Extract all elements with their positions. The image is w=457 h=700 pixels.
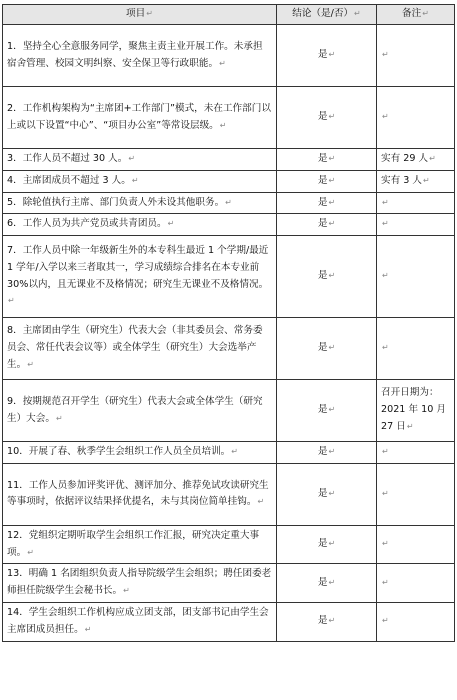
remark-cell: ↵ xyxy=(377,87,455,149)
remark-cell: ↵ xyxy=(377,192,455,214)
remark-cell: ↵ xyxy=(377,25,455,87)
conclusion-cell: 是↵ xyxy=(277,214,377,236)
table-row xyxy=(3,318,455,380)
conclusion-cell: 是↵ xyxy=(277,442,377,464)
item-cell: 2．工作机构架构为“主席团+工作部门”模式，未在工作部门以上或以下设置“中心”、“项目办公室”等常设层级。↵ xyxy=(3,87,277,149)
remark-cell: ↵ xyxy=(377,236,455,318)
table-row xyxy=(3,149,455,171)
table-row xyxy=(3,214,455,236)
table-row xyxy=(3,380,455,442)
item-cell: 10．开展了春、秋季学生会组织工作人员全员培训。↵ xyxy=(3,442,277,464)
conclusion-cell: 是↵ xyxy=(277,192,377,214)
conclusion-cell: 是↵ xyxy=(277,525,377,564)
remark-cell: ↵ xyxy=(377,603,455,642)
table-row xyxy=(3,463,455,525)
conclusion-cell: 是↵ xyxy=(277,318,377,380)
conclusion-cell: 是↵ xyxy=(277,603,377,642)
table-row xyxy=(3,603,455,642)
item-cell: 7．工作人员中除一年级新生外的本专科生最近 1 个学期/最近 1 学年/入学以来三者取其一，学习成绩综合排名在本专业前 30%以内，且无课业不及格情况；研究生无课业不及格情况。↵ xyxy=(3,236,277,318)
item-cell: 3．工作人员不超过 30 人。↵ xyxy=(3,149,277,171)
remark-cell: ↵ xyxy=(377,214,455,236)
item-cell: 8．主席团由学生（研究生）代表大会（非其委员会、常务委员会、常任代表会议等）或全体学生（研究生）大会选举产生。↵ xyxy=(3,318,277,380)
item-cell: 5．除轮值执行主席、部门负责人外未设其他职务。↵ xyxy=(3,192,277,214)
header-item: 项目↵ xyxy=(3,5,277,25)
item-cell: 9．按期规范召开学生（研究生）代表大会或全体学生（研究生）大会。↵ xyxy=(3,380,277,442)
table-row xyxy=(3,170,455,192)
item-cell: 11．工作人员参加评奖评优、测评加分、推荐免试攻读研究生等事项时，依据评议结果择优提名，未与其岗位简单挂钩。↵ xyxy=(3,463,277,525)
table-row xyxy=(3,192,455,214)
conclusion-cell: 是↵ xyxy=(277,87,377,149)
item-cell: 4．主席团成员不超过 3 人。↵ xyxy=(3,170,277,192)
table-row xyxy=(3,25,455,87)
remark-cell: ↵ xyxy=(377,525,455,564)
conclusion-cell: 是↵ xyxy=(277,564,377,603)
item-cell: 12．党组织定期听取学生会组织工作汇报，研究决定重大事项。↵ xyxy=(3,525,277,564)
remark-cell: 召开日期为：2021 年 10 月 27 日↵ xyxy=(377,380,455,442)
item-cell: 13．明确 1 名团组织负责人指导院级学生会组织；聘任团委老师担任院级学生会秘书长。↵ xyxy=(3,564,277,603)
header-conclusion: 结论（是/否）↵ xyxy=(277,5,377,25)
compliance-checklist-table xyxy=(2,4,455,642)
remark-cell: ↵ xyxy=(377,564,455,603)
item-cell: 1．坚持全心全意服务同学，聚焦主责主业开展工作。未承担宿舍管理、校园文明纠察、安全保卫等行政职能。↵ xyxy=(3,25,277,87)
item-cell: 14．学生会组织工作机构应成立团支部，团支部书记由学生会主席团成员担任。↵ xyxy=(3,603,277,642)
table-header-row xyxy=(3,5,455,25)
item-cell: 6．工作人员为共产党员或共青团员。↵ xyxy=(3,214,277,236)
header-remark: 备注↵ xyxy=(377,5,455,25)
remark-cell: ↵ xyxy=(377,463,455,525)
conclusion-cell: 是↵ xyxy=(277,149,377,171)
table-row xyxy=(3,525,455,564)
conclusion-cell: 是↵ xyxy=(277,170,377,192)
remark-cell: 实有 3 人↵ xyxy=(377,170,455,192)
conclusion-cell: 是↵ xyxy=(277,463,377,525)
remark-cell: 实有 29 人↵ xyxy=(377,149,455,171)
table-row xyxy=(3,87,455,149)
remark-cell: ↵ xyxy=(377,442,455,464)
table-row xyxy=(3,236,455,318)
table-row xyxy=(3,442,455,464)
remark-cell: ↵ xyxy=(377,318,455,380)
conclusion-cell: 是↵ xyxy=(277,25,377,87)
conclusion-cell: 是↵ xyxy=(277,236,377,318)
conclusion-cell: 是↵ xyxy=(277,380,377,442)
table-row xyxy=(3,564,455,603)
